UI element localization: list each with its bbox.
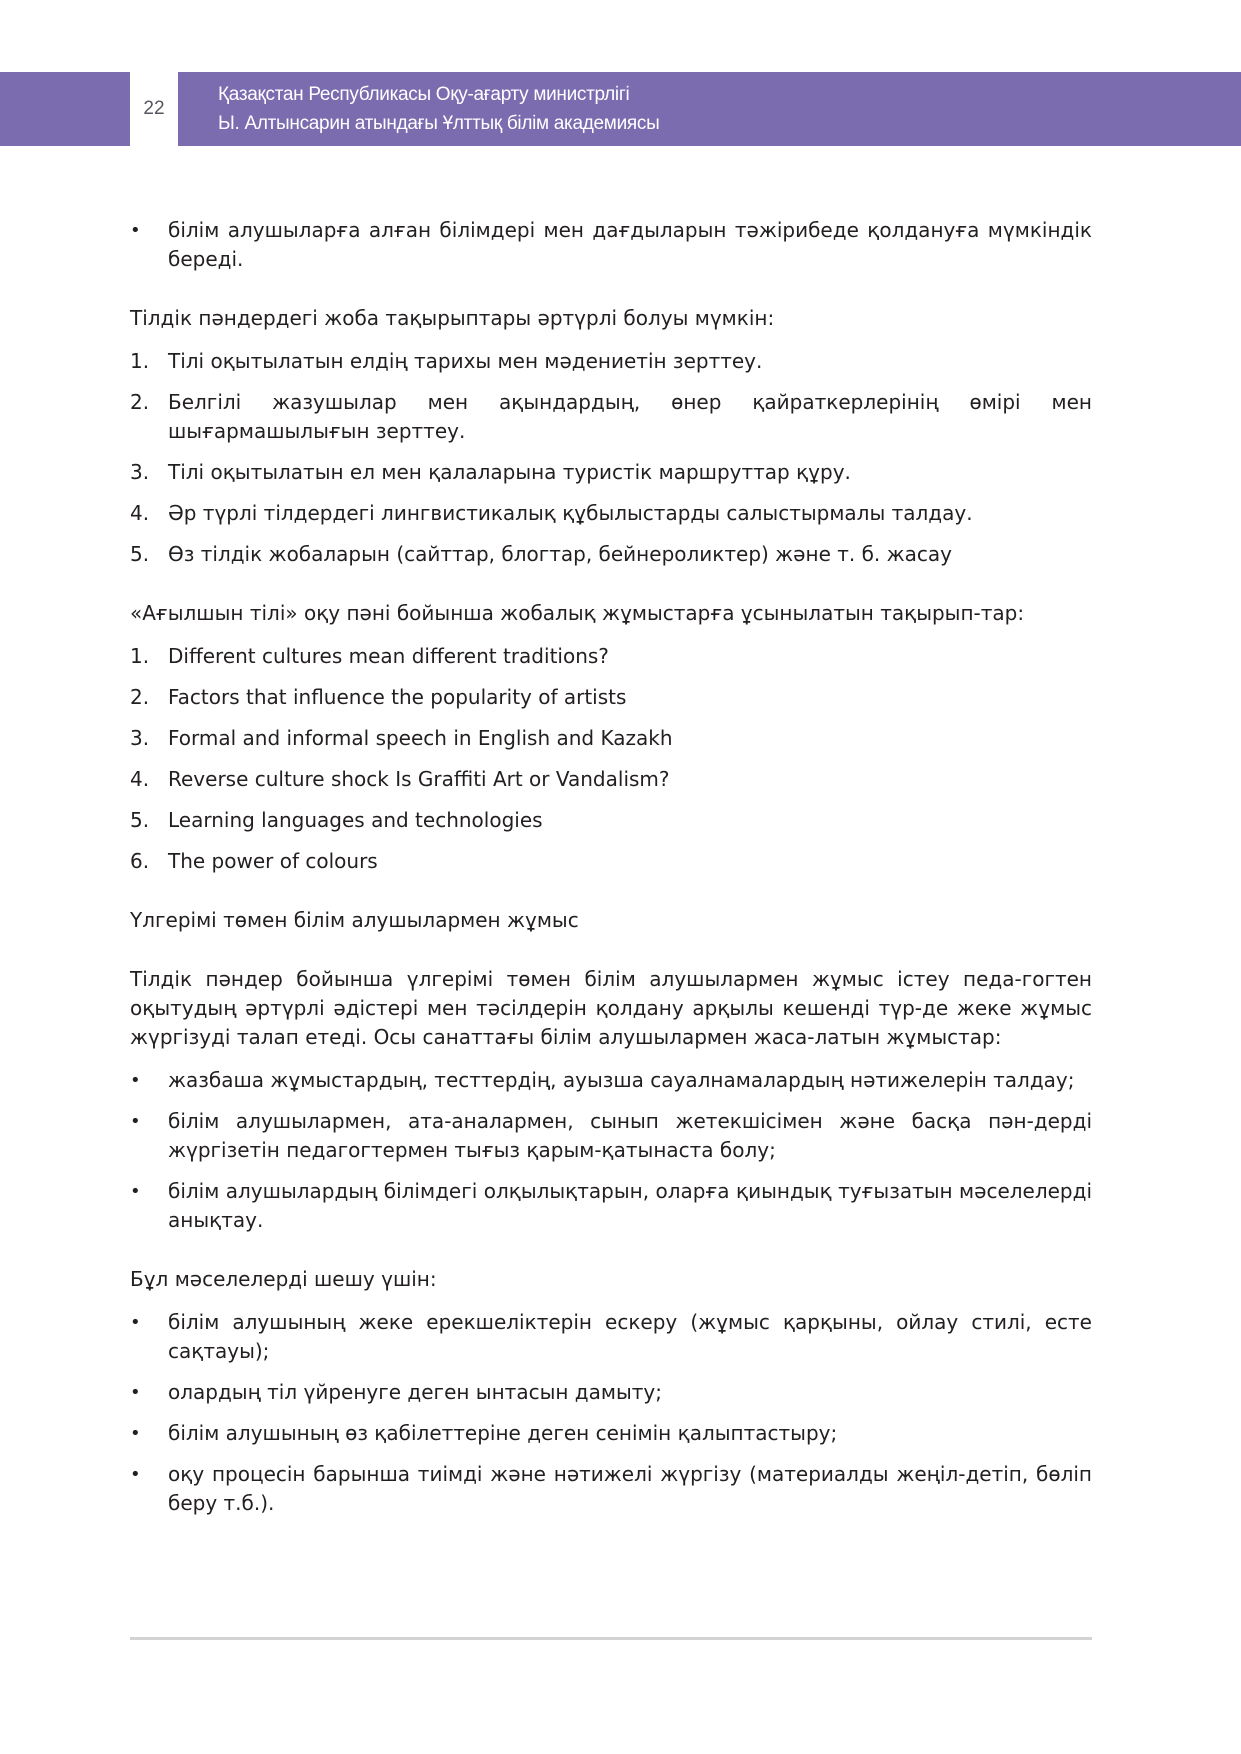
list-number: 2. <box>130 390 150 414</box>
header-text <box>218 80 659 138</box>
bullet-marker: • <box>130 1423 141 1444</box>
list-item-text: білім алушылардың білімдегі олқылықтарын, оларға қиындық туғызатын мәселелерді анықтау. <box>168 1179 1092 1232</box>
english-topics-list <box>130 642 1092 876</box>
bullet-marker: • <box>130 1464 141 1485</box>
list-item-text: Learning languages and technologies <box>168 808 543 832</box>
list-item <box>130 1460 1092 1518</box>
list-item-text: жазбаша жұмыстардың, тесттердің, ауызша сауалнамалардың нәтижелерін талдау; <box>168 1068 1075 1092</box>
list-item-text: Different cultures mean different traditions? <box>168 644 609 668</box>
list-number: 5. <box>130 808 150 832</box>
list-item <box>130 1419 1092 1448</box>
list-item-text: білім алушылармен, ата-аналармен, сынып жетекшісімен және басқа пән-дерді жүргізетін педагогтермен тығыз қарым-қатынаста болу; <box>168 1109 1092 1162</box>
list-number: 2. <box>130 685 150 709</box>
list-item-text: олардың тіл үйренуге деген ынтасын дамыту; <box>168 1380 662 1404</box>
bullet-marker: • <box>130 1312 141 1333</box>
bullet-marker: • <box>130 1111 141 1132</box>
page-content <box>130 216 1092 1530</box>
list-item <box>130 540 1092 569</box>
list-number: 1. <box>130 644 150 668</box>
list-number: 5. <box>130 542 150 566</box>
list-item <box>130 1066 1092 1095</box>
list-number: 3. <box>130 460 150 484</box>
list-item-text: Әр түрлі тілдердегі лингвистикалық құбылыстарды салыстырмалы талдау. <box>168 501 973 525</box>
bullet-marker: • <box>130 1181 141 1202</box>
list-number: 1. <box>130 349 150 373</box>
list-item-text: Тілі оқытылатын елдің тарихы мен мәдениетін зерттеу. <box>168 349 763 373</box>
work-bullet-list <box>130 1066 1092 1235</box>
list-item-text: The power of colours <box>168 849 378 873</box>
list-item-text: Factors that influence the popularity of artists <box>168 685 627 709</box>
page-number: 22 <box>130 72 178 146</box>
english-topics-intro: «Ағылшын тілі» оқу пәні бойынша жобалық жұмыстарға ұсынылатын тақырып-тар: <box>130 601 1025 625</box>
list-item <box>130 1378 1092 1407</box>
list-item-text: білім алушыларға алған білімдері мен дағдыларын тәжірибеде қолдануға мүмкіндік береді. <box>168 218 1092 271</box>
solve-intro: Бұл мәселелерді шешу үшін: <box>130 1267 437 1291</box>
list-item <box>130 1177 1092 1235</box>
list-item-text: Тілі оқытылатын ел мен қалаларына туристік маршруттар құру. <box>168 460 851 484</box>
list-item <box>130 642 1092 671</box>
list-item-text: білім алушының өз қабілеттеріне деген сенімін қалыптастыру; <box>168 1421 838 1445</box>
intro-bullet-list <box>130 216 1092 274</box>
list-item-text: Reverse culture shock Is Graffiti Art or Vandalism? <box>168 767 670 791</box>
list-item <box>130 388 1092 446</box>
header-line-ministry: Қазақстан Республикасы Оқу-ағарту министрлігі <box>218 84 630 105</box>
section-heading: Үлгерімі төмен білім алушылармен жұмыс <box>130 908 579 932</box>
topics-intro: Тілдік пәндердегі жоба тақырыптары әртүрлі болуы мүмкін: <box>130 306 775 330</box>
list-item-text: оқу процесін барынша тиімді және нәтижелі жүргізу (материалды жеңіл-детіп, бөліп беру т.б.). <box>168 1462 1092 1515</box>
list-item <box>130 847 1092 876</box>
list-item <box>130 499 1092 528</box>
list-item <box>130 347 1092 376</box>
list-number: 6. <box>130 849 150 873</box>
list-item <box>130 216 1092 274</box>
list-number: 3. <box>130 726 150 750</box>
list-number: 4. <box>130 767 150 791</box>
list-item <box>130 458 1092 487</box>
list-item <box>130 1107 1092 1165</box>
bullet-marker: • <box>130 1382 141 1403</box>
list-item <box>130 765 1092 794</box>
header-line-academy: Ы. Алтынсарин атындағы Ұлттық білім академиясы <box>218 113 660 134</box>
list-number: 4. <box>130 501 150 525</box>
list-item-text: Өз тілдік жобаларын (сайттар, блогтар, бейнероликтер) және т. б. жасау <box>168 542 953 566</box>
list-item-text: білім алушының жеке ерекшеліктерін ескеру (жұмыс қарқыны, ойлау стилі, есте сақтауы); <box>168 1310 1092 1363</box>
list-item-text: Formal and informal speech in English and Kazakh <box>168 726 673 750</box>
list-item <box>130 683 1092 712</box>
section-paragraph: Тілдік пәндер бойынша үлгерімі төмен білім алушылармен жұмыс істеу педа-гогтен оқытудың әртүрлі әдістері мен тәсілдерін қолдану арқылы кешенді түр-де жеке жұмыс жүргізуді талап етеді. Осы санаттағы білім алушылармен жаса-латын жұмыстар: <box>130 967 1092 1049</box>
list-item <box>130 806 1092 835</box>
list-item <box>130 1308 1092 1366</box>
topics-list <box>130 347 1092 569</box>
list-item <box>130 724 1092 753</box>
footer-divider <box>130 1637 1092 1640</box>
solve-bullet-list <box>130 1308 1092 1518</box>
list-item-text: Белгілі жазушылар мен ақындардың, өнер қайраткерлерінің өмірі мен шығармашылығын зерттеу. <box>168 390 1092 443</box>
bullet-marker: • <box>130 1070 141 1091</box>
bullet-marker: • <box>130 220 141 241</box>
